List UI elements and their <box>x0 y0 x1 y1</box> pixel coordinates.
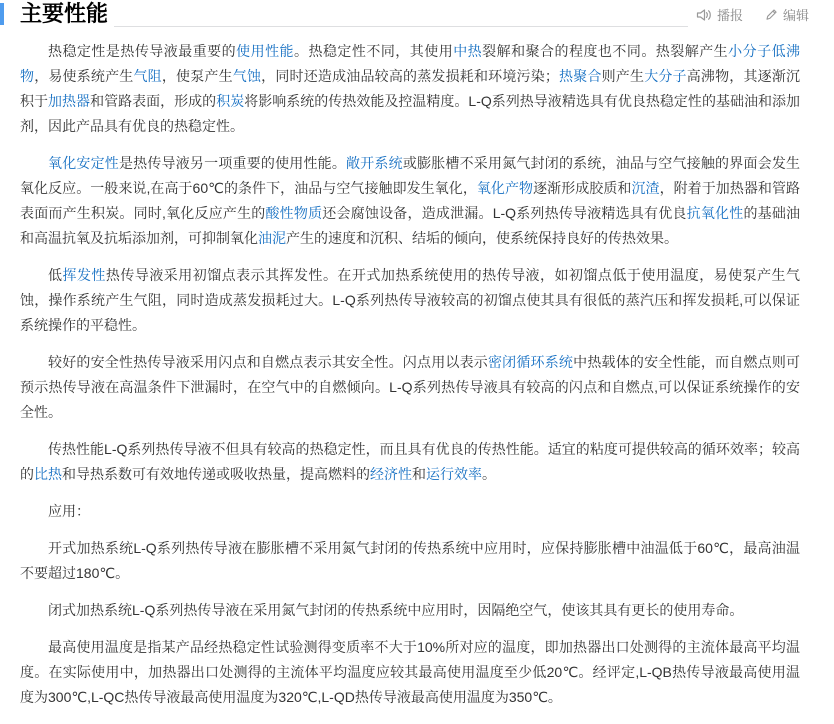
paragraph <box>20 499 800 524</box>
section-content <box>0 39 834 710</box>
term-link[interactable]: 氧化安定性 <box>48 155 119 171</box>
section-tools <box>696 5 809 24</box>
paragraph <box>20 536 800 586</box>
paragraph <box>20 598 800 623</box>
paragraph-text: 和 <box>412 466 426 482</box>
term-link[interactable]: 敞开系统 <box>346 155 403 171</box>
pencil-icon <box>765 8 778 21</box>
section-title: 主要性能 <box>20 1 109 26</box>
paragraph-text: ，同时还造成油品较高的蒸发损耗和环境污染； <box>261 68 559 84</box>
term-link[interactable]: 运行效率 <box>426 466 482 482</box>
title-accent-bar <box>0 3 4 25</box>
paragraph-text: 开式加热系统L-Q系列热传导液在膨胀槽不采用氮气封闭的传热系统中应用时，应保持膨胀槽中油温低于60℃，最高油温不要超过180℃。 <box>20 540 800 581</box>
paragraph-text: 。 <box>482 466 496 482</box>
term-link[interactable]: 油泥 <box>258 230 286 246</box>
paragraph-text: 的基础油和高温抗氧及抗垢添加剂，可抑制氧化 <box>20 205 801 246</box>
term-link[interactable]: 密闭循环系统 <box>487 354 574 370</box>
term-link[interactable]: 大分子 <box>644 68 687 84</box>
paragraph-text: 应用： <box>48 503 90 519</box>
paragraph <box>20 263 800 338</box>
speaker-icon <box>696 8 712 22</box>
paragraph-text: 和导热系数可有效地传递或吸收热量，提高燃料的 <box>62 466 370 482</box>
term-link[interactable]: 氧化产物 <box>476 180 534 196</box>
paragraph-text: 中热载体的安全性能，而自燃点则可预示热传导液在高温条件下泄漏时，在空气中的自燃倾向。L-Q系列热传导液具有较高的闪点和自燃点,可以保证系统操作的安全性。 <box>20 354 801 420</box>
term-link[interactable]: 气阻 <box>133 68 162 84</box>
paragraph-text: 最高使用温度是指某产品经热稳定性试验测得变质率不大于10%所对应的温度，即加热器出口处测得的主流体最高平均温度。在实际使用中，加热器出口处测得的主流体平均温度应较其最高使用温度至少低20℃。经评定,L-QB热传导液最高使用温度为300℃,L-QC热传导液最高使用温度为320℃,L-QD热传导液最高使用温度为350℃。 <box>20 639 800 705</box>
paragraph-text: 或膨胀槽不采用氮气封闭的系统，油品与空气接触的界面会发生氧化反应。一般来说,在高于60℃的条件下，油品与空气接触即发生氧化， <box>20 155 801 196</box>
paragraph <box>20 350 800 425</box>
title-divider <box>114 26 688 27</box>
term-link[interactable]: 中热 <box>453 43 483 59</box>
paragraph-text: 逐渐形成胶质和 <box>533 180 632 196</box>
paragraph-text: 裂解和聚合的程度也不同。热裂解产生 <box>482 43 729 59</box>
term-link[interactable]: 挥发性 <box>62 267 106 283</box>
term-link[interactable]: 小分子低沸物 <box>20 43 801 84</box>
term-link[interactable]: 抗氧化性 <box>686 205 744 221</box>
paragraph-text: ，附着于加热器和管路表面而产生积炭。同时,氧化反应产生的 <box>20 180 801 221</box>
paragraph-text: ，易使系统产生 <box>34 68 134 84</box>
paragraph-text: 产生的速度和沉积、结垢的倾向，使系统保持良好的传热效果。 <box>286 230 678 246</box>
paragraph-text: 闭式加热系统L-Q系列热传导液在采用氮气封闭的传热系统中应用时，因隔绝空气，使该其具有更长的使用寿命。 <box>48 602 744 618</box>
term-link[interactable]: 积炭 <box>216 93 245 109</box>
paragraph-text: 低 <box>48 267 63 283</box>
term-link[interactable]: 使用性能 <box>236 43 295 59</box>
paragraph-text: 是热传导液另一项重要的使用性能。 <box>118 155 347 171</box>
paragraph-text: 热传导液采用初馏点表示其挥发性。在开式加热系统使用的热传导液，如初馏点低于使用温度，易使泵产生气蚀，操作系统产生气阻，同时造成蒸发损耗过大。L-Q系列热传导液较高的初馏点使其具有很低的蒸汽压和挥发损耗,可以保证系统操作的平稳性。 <box>20 267 801 333</box>
paragraph-text: 。热稳定性不同，其使用 <box>294 43 454 59</box>
term-link[interactable]: 经济性 <box>370 466 412 482</box>
paragraph-text: 还会腐蚀设备，造成泄漏。L-Q系列热传导液精选具有优良 <box>322 205 687 221</box>
edit-label: 编辑 <box>782 8 809 23</box>
paragraph-text: 热稳定性是热传导液最重要的 <box>48 43 237 59</box>
paragraph-text: 传热性能L-Q系列热传导液不但具有较高的热稳定性，而且具有优良的传热性能。适宜的粘度可提供较高的循环效率；较高的 <box>20 441 800 482</box>
term-link[interactable]: 加热器 <box>48 93 91 109</box>
paragraph <box>20 151 800 251</box>
term-link[interactable]: 气蚀 <box>232 68 262 84</box>
paragraph-text: 高沸物，其逐渐沉积于 <box>20 68 801 109</box>
paragraph-text: 和管路表面，形成的 <box>90 93 217 109</box>
term-link[interactable]: 酸性物质 <box>265 205 323 221</box>
paragraph <box>20 437 800 487</box>
term-link[interactable]: 沉渣 <box>631 180 660 196</box>
edit-button[interactable] <box>765 5 809 24</box>
paragraph-text: ，使泵产生 <box>161 68 233 84</box>
term-link[interactable]: 热聚合 <box>558 68 602 84</box>
paragraph-text: 则产生 <box>601 68 645 84</box>
paragraph <box>20 635 800 710</box>
paragraph <box>20 39 800 139</box>
paragraph-text: 将影响系统的传热效能及控温精度。L-Q系列热导液精选具有优良热稳定性的基础油和添加剂，因此产品具有优良的热稳定性。 <box>20 93 801 134</box>
term-link[interactable]: 比热 <box>34 466 62 482</box>
broadcast-button[interactable] <box>696 5 743 24</box>
section-header <box>0 0 834 28</box>
paragraph-text: 较好的安全性热传导液采用闪点和自燃点表示其安全性。闪点用以表示 <box>48 354 488 370</box>
broadcast-label: 播报 <box>716 8 743 23</box>
